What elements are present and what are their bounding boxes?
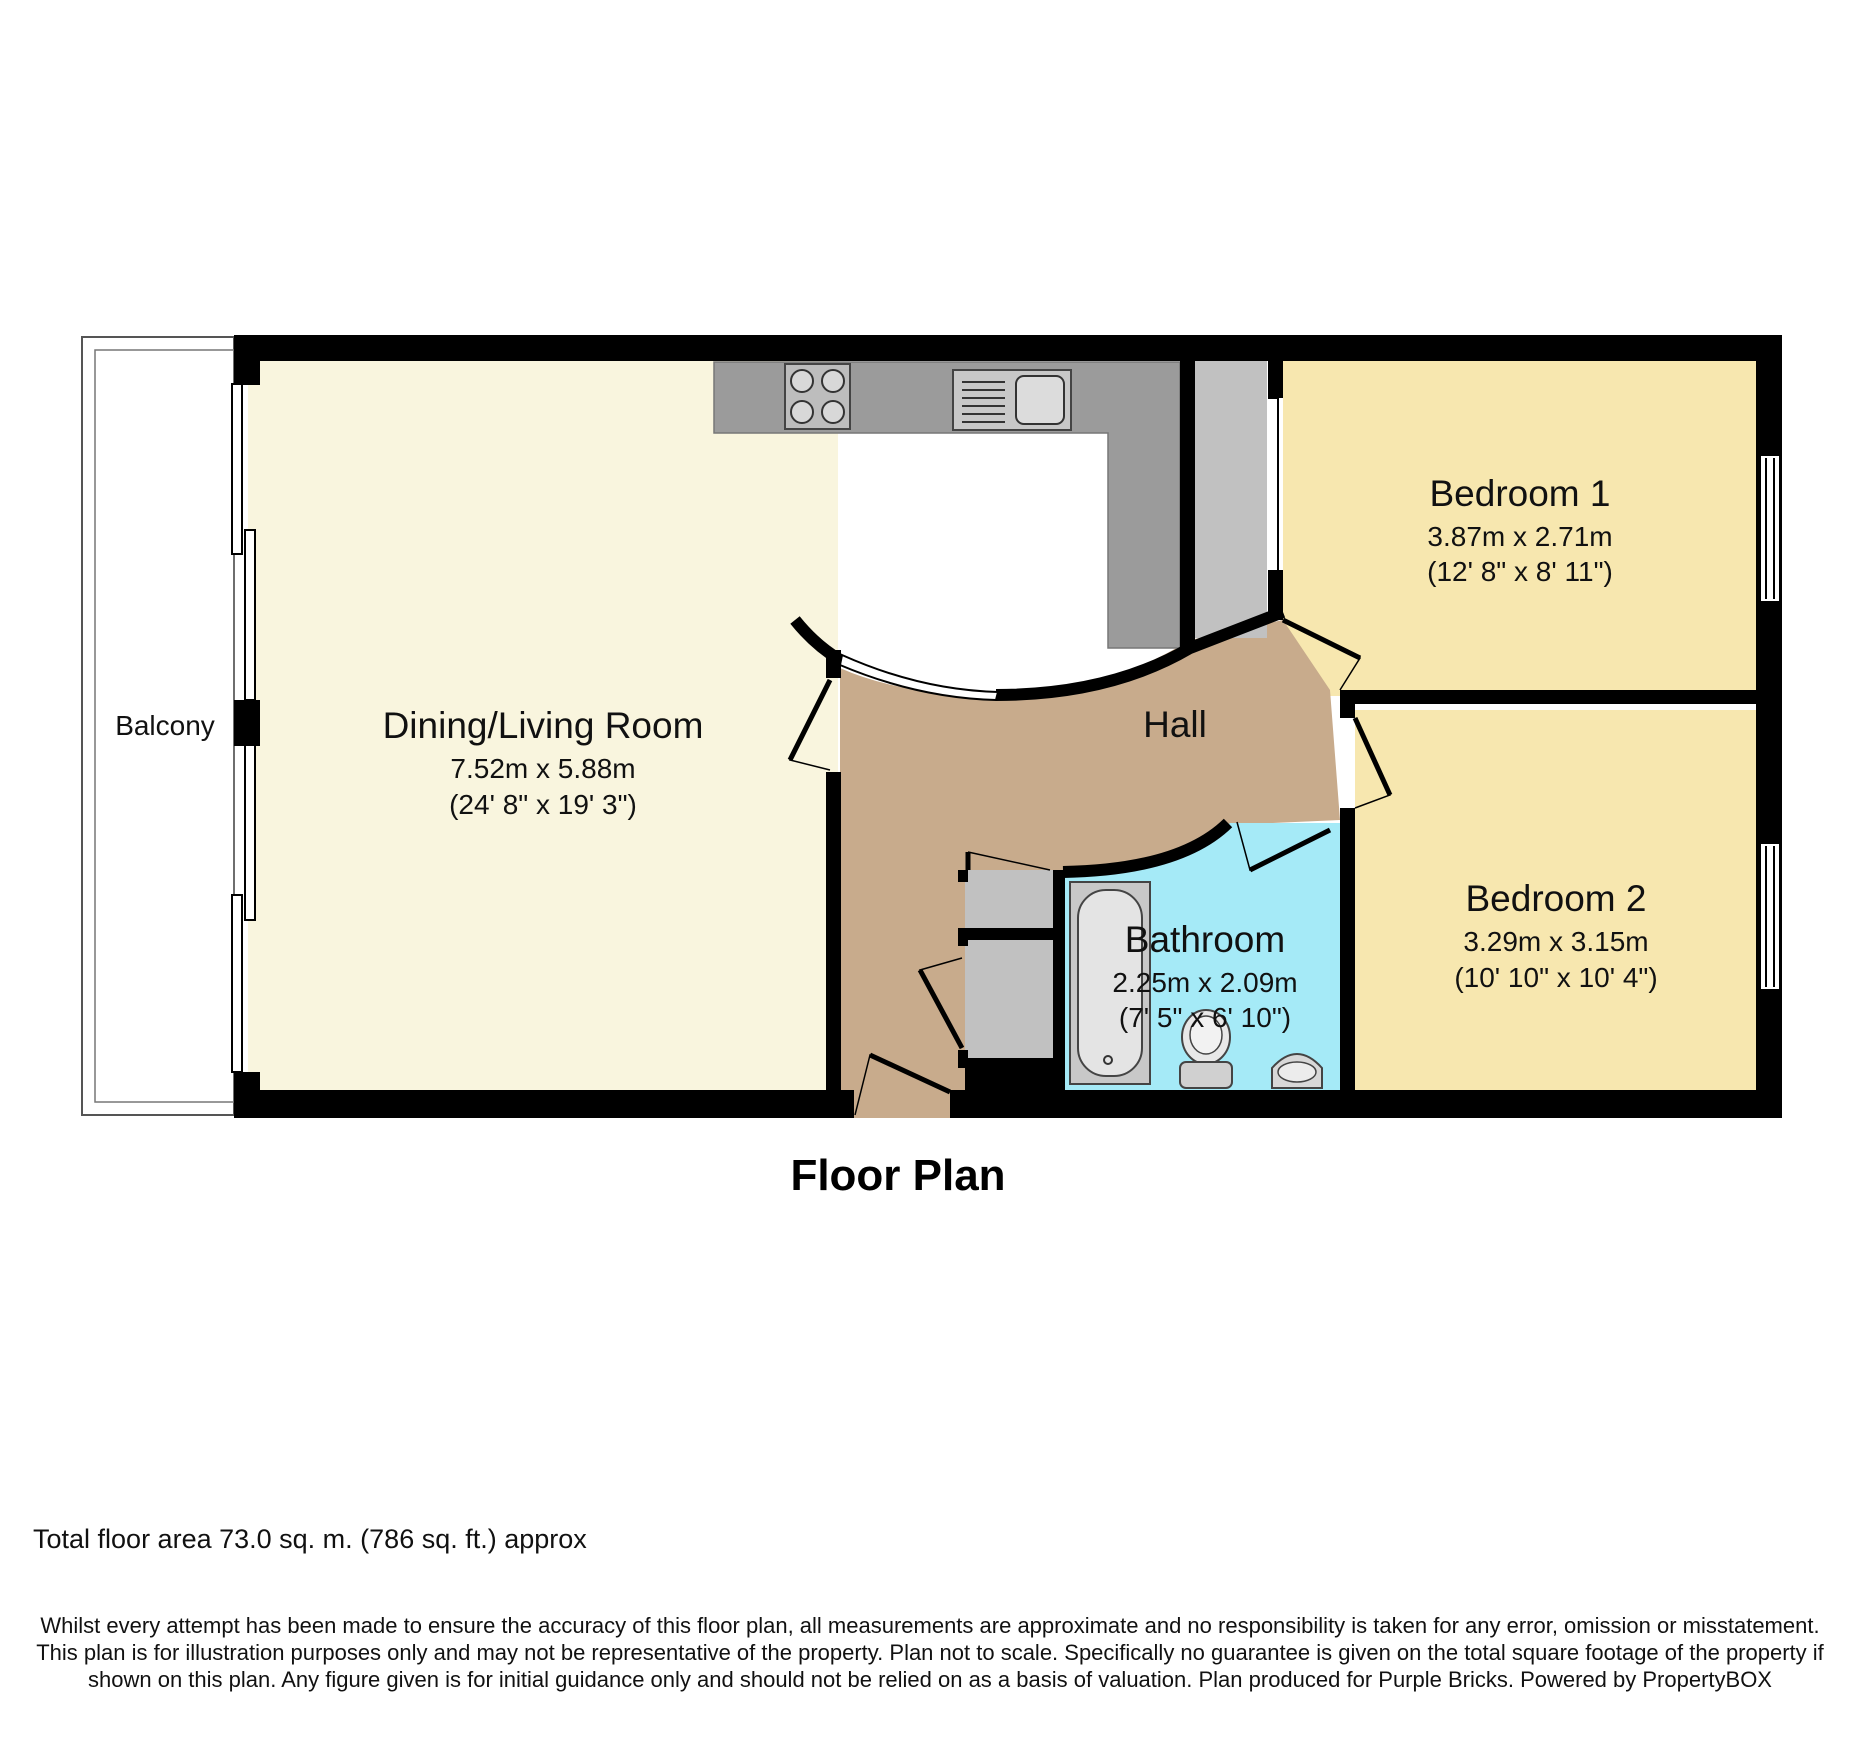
bedroom-2-window bbox=[1760, 843, 1780, 990]
hob-icon bbox=[785, 364, 850, 429]
bathroom-name: Bathroom bbox=[1124, 919, 1286, 960]
storage-cupboard-2 bbox=[965, 940, 1055, 1058]
bedroom-1-metric: 3.87m x 2.71m bbox=[1427, 521, 1613, 552]
living-room-name: Dining/Living Room bbox=[382, 705, 704, 746]
bathroom-imperial: (7' 5" x 6' 10") bbox=[1118, 1002, 1292, 1033]
bedroom-2-imperial: (10' 10" x 10' 4") bbox=[1454, 962, 1658, 993]
living-room-metric: 7.52m x 5.88m bbox=[450, 753, 636, 784]
bathroom-metric: 2.25m x 2.09m bbox=[1112, 967, 1298, 998]
bedroom-1-name: Bedroom 1 bbox=[1429, 473, 1611, 514]
bedroom-2-name: Bedroom 2 bbox=[1465, 878, 1647, 919]
bedroom-1-window bbox=[1760, 455, 1780, 602]
sink-icon bbox=[953, 370, 1071, 430]
floor-plan-title: Floor Plan bbox=[790, 1151, 1006, 1200]
balcony-label: Balcony bbox=[115, 710, 215, 741]
hall-cupboard bbox=[1195, 358, 1267, 638]
living-room-imperial: (24' 8" x 19' 3") bbox=[449, 789, 637, 820]
storage-cupboard-1 bbox=[965, 870, 1055, 928]
bedroom-1-imperial: (12' 8" x 8' 11") bbox=[1427, 556, 1613, 587]
disclaimer-text: Whilst every attempt has been made to ensure the accuracy of this floor plan, all measurements are approximate and no responsibility is taken for any error, omission or misstatement. This plan is for illustration purposes only and may not be representative of the property. Plan not to scale. Specifically no guarantee is given on the total square footage of the property if shown on this plan. Any figure given is for initial guidance only and should not be relied on as a basis of valuation. Plan produced for Purple Bricks. Powered by PropertyBOX bbox=[36, 1613, 1824, 1692]
total-floor-area: Total floor area 73.0 sq. m. (786 sq. ft.) approx bbox=[33, 1524, 587, 1554]
hall-label: Hall bbox=[1143, 704, 1207, 745]
bedroom-2-metric: 3.29m x 3.15m bbox=[1463, 926, 1649, 957]
